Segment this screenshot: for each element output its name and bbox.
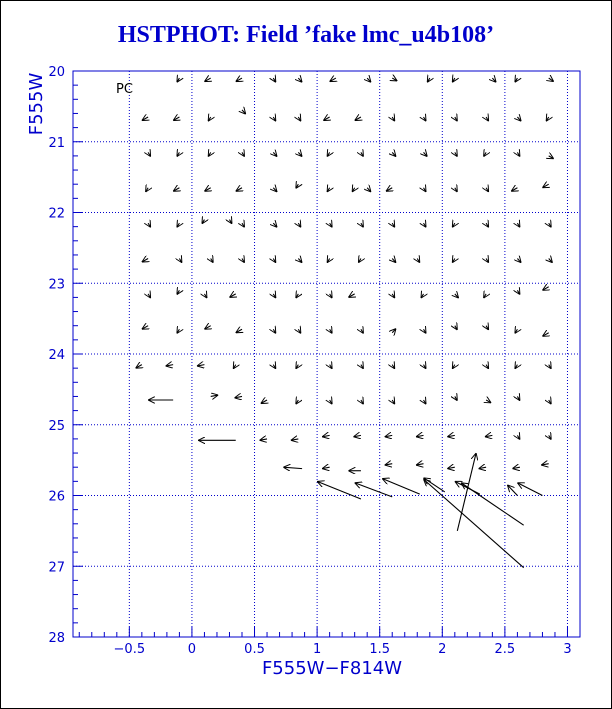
vector-arrow <box>177 329 180 333</box>
vector-arrow <box>211 258 214 262</box>
vector-arrow <box>242 223 245 227</box>
vector-arrow <box>424 400 427 404</box>
vector-arrow <box>517 290 520 294</box>
vector-arrow <box>392 258 396 262</box>
vector-arrow <box>447 467 455 468</box>
vector-arrow <box>515 78 518 82</box>
vector-arrow <box>361 152 364 156</box>
vector-arrow <box>146 188 149 192</box>
vector-arrow <box>427 78 430 82</box>
y-tick-label: 28 <box>48 631 65 646</box>
vector-arrow <box>242 152 245 156</box>
vector-arrow <box>385 464 393 465</box>
y-tick-label: 21 <box>48 135 65 151</box>
vector-arrow <box>208 117 211 121</box>
vector-arrow <box>549 258 553 262</box>
vector-arrow <box>273 258 276 262</box>
chip-label: PC <box>116 82 133 97</box>
vector-arrow <box>296 294 299 298</box>
vector-arrow <box>327 258 330 262</box>
vector-arrow <box>549 435 552 439</box>
y-tick-label: 20 <box>48 65 65 80</box>
x-tick-label: 1.5 <box>369 642 391 657</box>
y-tick-label: 24 <box>48 348 65 363</box>
vector-arrow <box>542 287 548 291</box>
vector-arrow <box>298 223 301 227</box>
vector-arrow <box>177 290 180 294</box>
vector-arrow <box>322 467 330 468</box>
vector-arrow <box>327 152 330 156</box>
vector-arrow <box>452 223 455 227</box>
plot-border <box>73 71 580 637</box>
x-tick-label: −0.5 <box>113 642 146 657</box>
vector-arrow <box>142 258 148 262</box>
vector-arrow <box>392 400 395 404</box>
vector-arrow <box>549 365 552 369</box>
vector-arrow <box>452 365 455 369</box>
vector-arrow <box>142 117 148 121</box>
vector-arrow <box>208 152 211 156</box>
x-tick-label: 2.5 <box>494 642 516 657</box>
x-tick-label: 0 <box>187 642 197 657</box>
vector-arrow <box>392 294 395 298</box>
vector-arrow <box>291 439 299 440</box>
vector-arrow <box>236 78 242 82</box>
vector-arrow <box>517 152 520 156</box>
vector-arrow <box>385 435 393 436</box>
vector-arrow <box>273 152 277 156</box>
vector-arrow <box>358 258 361 262</box>
vector-arrow <box>136 365 142 369</box>
vector-arrow <box>457 453 476 531</box>
vector-arrow <box>517 223 520 227</box>
vector-arrow <box>177 223 180 227</box>
vector-arrow <box>273 188 277 192</box>
vector-arrow <box>273 117 276 121</box>
vector-arrow <box>236 188 242 192</box>
chart-title: HSTPHOT: Field ’fake lmc_u4b108’ <box>117 22 495 48</box>
vector-arrow <box>273 78 276 82</box>
vector-arrow <box>242 110 246 114</box>
vector-arrow <box>542 333 548 337</box>
vector-arrow <box>355 117 361 121</box>
vector-arrow <box>485 435 493 436</box>
vector-arrow <box>273 294 276 298</box>
vector-arrow <box>177 78 180 82</box>
vector-arrow <box>330 365 333 369</box>
vector-arrow <box>352 188 355 192</box>
vector-arrow <box>424 223 427 227</box>
vector-arrow <box>486 326 489 330</box>
vector-arrow <box>486 117 489 121</box>
vector-arrow <box>330 223 333 227</box>
vector-arrow <box>322 435 330 436</box>
vector-arrow <box>515 329 518 333</box>
vector-arrow <box>386 188 392 192</box>
vector-arrow <box>204 188 210 192</box>
vector-arrow <box>298 117 301 121</box>
vector-arrow <box>424 478 445 492</box>
vector-arrow <box>517 258 521 262</box>
vector-arrow <box>424 152 428 156</box>
vector-arrow <box>517 483 542 496</box>
grid-lines <box>73 71 580 637</box>
vector-arrow <box>455 326 458 330</box>
vector-arrow <box>549 400 552 404</box>
vector-arrow <box>298 258 302 262</box>
vector-arrow <box>353 435 361 436</box>
vector-arrow <box>173 117 179 121</box>
vector-arrow <box>166 365 174 366</box>
vector-arrow <box>392 117 395 121</box>
vector-arrow <box>229 220 232 224</box>
y-tick-label: 26 <box>48 489 65 505</box>
vector-arrow <box>515 365 518 369</box>
vector-arrow <box>317 481 361 499</box>
vector-arrow <box>424 365 427 369</box>
vector-arrow <box>512 467 520 468</box>
vector-arrow <box>296 400 299 404</box>
vector-arrow <box>367 78 371 82</box>
vector-arrow <box>382 479 420 495</box>
vector-arrow <box>507 485 517 496</box>
vector-arrow <box>148 152 151 156</box>
vector-arrow <box>367 188 371 192</box>
vector-arrow <box>323 117 329 121</box>
vector-arrow <box>229 294 235 298</box>
vector-arrow <box>455 188 458 192</box>
vector-arrow <box>233 365 236 369</box>
vector-arrow <box>204 294 207 298</box>
vector-arrow <box>455 481 480 494</box>
vector-arrow <box>273 365 276 369</box>
vector-arrow <box>348 294 354 298</box>
vector-arrow <box>173 188 179 192</box>
vector-field <box>136 78 554 568</box>
vector-arrow <box>392 365 395 369</box>
vector-arrow <box>273 329 276 333</box>
vector-arrow <box>486 188 489 192</box>
x-tick-labels <box>114 642 572 657</box>
vector-arrow <box>148 294 151 298</box>
vector-arrow <box>486 400 491 403</box>
vector-arrow <box>546 117 549 121</box>
vector-arrow <box>236 329 242 333</box>
vector-arrow <box>234 396 242 397</box>
x-tick-label: 0.5 <box>244 642 265 657</box>
vector-arrow <box>424 479 524 567</box>
vector-arrow <box>455 294 459 298</box>
x-tick-label: 1 <box>312 642 322 657</box>
y-tick-label: 23 <box>48 277 65 293</box>
vector-arrow <box>177 152 180 156</box>
vector-arrow <box>424 188 427 192</box>
vector-arrow <box>424 329 427 333</box>
vector-arrow <box>392 223 395 227</box>
vector-arrow <box>330 294 333 298</box>
x-tick-label: 3 <box>563 642 572 657</box>
vector-arrow <box>455 152 458 156</box>
vector-arrow <box>452 78 455 82</box>
y-tick-labels <box>48 65 65 646</box>
vector-arrow <box>424 117 427 121</box>
vector-arrow <box>542 184 548 188</box>
y-tick-label: 25 <box>48 418 65 434</box>
vector-arrow <box>330 78 336 82</box>
vector-arrow <box>417 258 420 262</box>
vector-arrow <box>273 223 277 227</box>
vector-arrow <box>455 117 458 121</box>
axis-ticks <box>73 71 580 637</box>
vector-arrow <box>511 188 517 192</box>
vector-arrow <box>484 152 487 156</box>
vector-arrow <box>330 329 333 333</box>
vector-arrow <box>142 326 148 330</box>
vector-arrow <box>479 467 487 468</box>
vector-arrow <box>242 258 245 262</box>
vector-arrow <box>549 156 554 159</box>
vector-arrow <box>202 220 205 224</box>
vector-arrow <box>517 117 521 121</box>
vector-arrow <box>197 365 205 366</box>
vector-arrow <box>361 223 364 227</box>
vector-arrow <box>330 400 333 404</box>
vector-arrow <box>148 223 151 227</box>
vector-arrow <box>296 365 299 369</box>
vector-arrow <box>211 395 219 396</box>
vector-arrow <box>486 223 489 227</box>
vector-arrow <box>455 396 458 400</box>
vector-arrow <box>298 152 302 156</box>
vector-arrow <box>549 223 552 227</box>
vector-arrow <box>261 400 267 404</box>
vector-arrow <box>421 294 424 298</box>
vector-arrow <box>486 258 489 262</box>
vector-arrow <box>361 400 364 404</box>
y-tick-label: 27 <box>48 560 65 576</box>
vector-arrow <box>204 78 210 82</box>
vector-arrow <box>447 435 455 436</box>
y-axis-label: F555W <box>26 72 47 136</box>
vector-arrow <box>327 188 330 192</box>
vector-arrow <box>260 439 268 440</box>
vector-arrow <box>355 483 393 497</box>
x-axis-label: F555W−F814W <box>261 658 403 679</box>
vector-arrow <box>416 435 424 436</box>
vector-arrow <box>298 329 301 333</box>
vector-arrow <box>486 365 489 369</box>
vector-arrow <box>392 152 396 156</box>
vector-arrow <box>492 78 496 82</box>
vector-arrow <box>484 294 487 298</box>
vector-arrow <box>517 435 520 439</box>
x-tick-label: 2 <box>438 642 447 657</box>
vector-arrow <box>392 78 397 81</box>
y-tick-label: 22 <box>48 206 65 222</box>
vector-arrow <box>361 329 364 333</box>
vector-arrow <box>179 258 182 262</box>
vector-arrow <box>416 464 424 465</box>
vector-arrow <box>298 78 302 82</box>
vector-arrow <box>452 258 455 262</box>
vector-arrow <box>283 467 302 468</box>
vector-arrow <box>361 365 364 369</box>
vector-arrow <box>392 329 396 333</box>
vector-arrow <box>296 184 299 188</box>
vector-arrow <box>517 396 520 400</box>
vector-arrow <box>204 326 210 330</box>
vector-arrow <box>549 78 554 82</box>
vector-arrow <box>541 464 549 465</box>
